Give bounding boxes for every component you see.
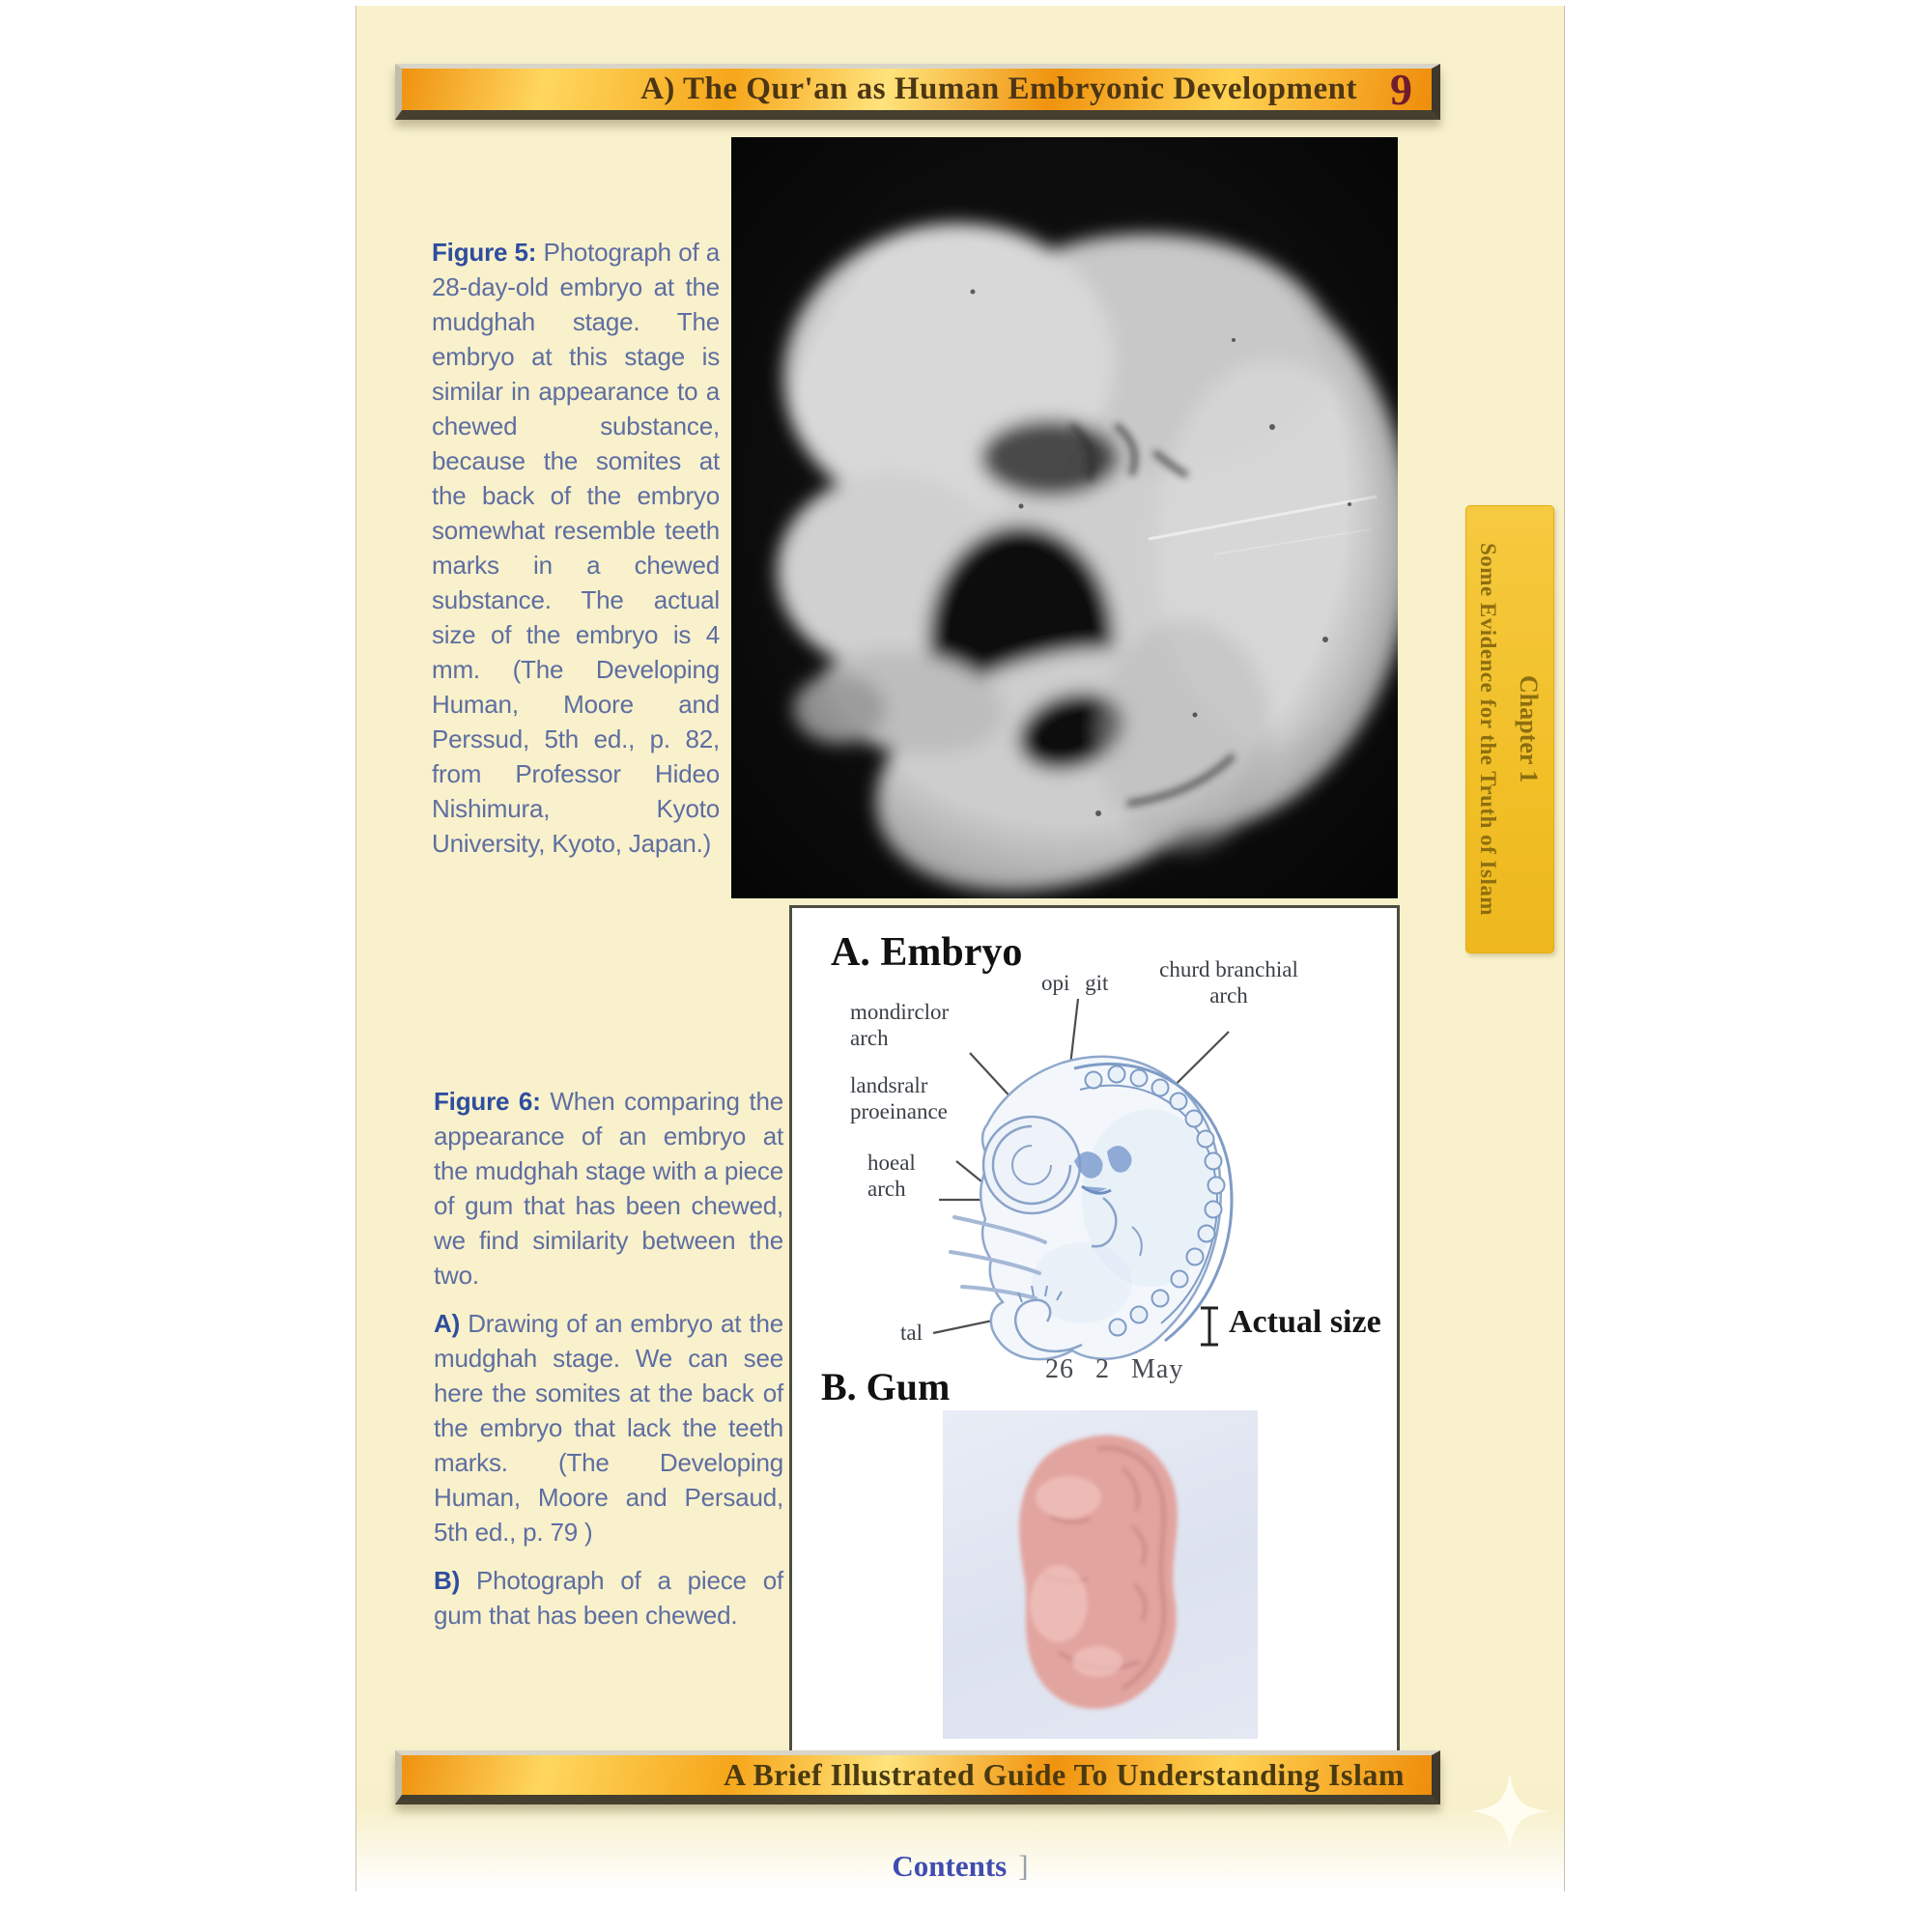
actual-size-label: Actual size [1229, 1304, 1381, 1340]
figure5-caption-body: Photograph of a 28-day-old embryo at the mudghah stage. The embryo at this stage is similar in appearance to a chewed substance, because the somites at the back of the embryo somewhat resemble teeth marks in a chewed substance. The actual size of the embryo is 4 mm. (The Developing Human, Moore and Perssud, 5th ed., p. 82, from Professor Hideo Nishimura, Kyoto University, Kyoto, Japan.) [432, 238, 720, 858]
label-otic-pit: opi git [1041, 971, 1109, 995]
header-title: A) The Qur'an as Human Embryonic Development [640, 71, 1357, 106]
label-tail: tal [900, 1321, 923, 1345]
figure5-caption [432, 235, 720, 874]
label-prominence-line2: proeinance [850, 1099, 948, 1123]
embryo-photo-graphic [731, 137, 1398, 898]
label-hyoid-arch-line1: hoeal [867, 1151, 916, 1175]
gum-photo-graphic [943, 1410, 1258, 1739]
figure5-caption-text [432, 235, 720, 861]
panel-heading-gum: B. Gum [821, 1365, 951, 1408]
figure6-caption-b [434, 1563, 783, 1633]
contents-row [356, 1849, 1564, 1884]
figure6-panel [789, 905, 1400, 1769]
figure6-caption-intro-body: When comparing the appearance of an embryo at the mudghah stage with a piece of gum that has been chewed, we find similarity between the two. [434, 1087, 783, 1290]
label-hyoid-arch-line2: arch [867, 1177, 906, 1201]
figure6-caption-b-body: Photograph of a piece of gum that has been chewed. [434, 1566, 783, 1630]
chapter-tab-chapter: Chapter 1 [1515, 675, 1543, 783]
footer-title: A Brief Illustrated Guide To Understanding Islam [724, 1757, 1405, 1792]
sparkle-icon [1469, 1771, 1550, 1852]
book-page [355, 6, 1565, 1891]
chapter-tab-subtitle: Some Evidence for the Truth of Islam [1476, 543, 1500, 916]
footer-bar [395, 1750, 1440, 1804]
label-branchial-arch-line1: churd branchial [1159, 957, 1298, 981]
figure5-caption-lead: Figure 5: [432, 238, 537, 267]
figure6-caption-a [434, 1306, 783, 1549]
chapter-tab [1465, 505, 1554, 953]
label-mandibular-arch-line2: arch [850, 1026, 889, 1050]
figure6-caption-a-body: Drawing of an embryo at the mudghah stage. We can see here the somites at the back of the embryo that lack the teeth marks. (The Developing Human, Moore and Persaud, 5th ed., p. 79 ) [434, 1309, 784, 1547]
figure5-embryo-photo [731, 137, 1398, 898]
figure6-caption-a-lead: A) [434, 1309, 461, 1338]
label-prominence-line1: landsralr [850, 1073, 928, 1097]
label-branchial-arch-line2: arch [1209, 983, 1248, 1008]
label-mandibular-arch-line1: mondirclor [850, 1000, 950, 1024]
gum-photo [943, 1410, 1258, 1739]
contents-link[interactable]: Contents [892, 1849, 1008, 1883]
figure6-caption-intro [434, 1084, 783, 1293]
panel-heading-embryo: A. Embryo [831, 930, 1023, 975]
figure6-caption [434, 1084, 783, 1646]
contents-cursor: ] [1018, 1849, 1029, 1883]
page-number: 9 [1390, 65, 1412, 114]
actual-size-ibeam [1201, 1308, 1218, 1345]
header-bar [395, 64, 1440, 120]
diagram-date-label: 26 2 May [1045, 1354, 1184, 1384]
chapter-tab-text [1465, 505, 1554, 953]
figure6-caption-lead: Figure 6: [434, 1087, 541, 1116]
figure6-caption-b-lead: B) [434, 1566, 461, 1595]
